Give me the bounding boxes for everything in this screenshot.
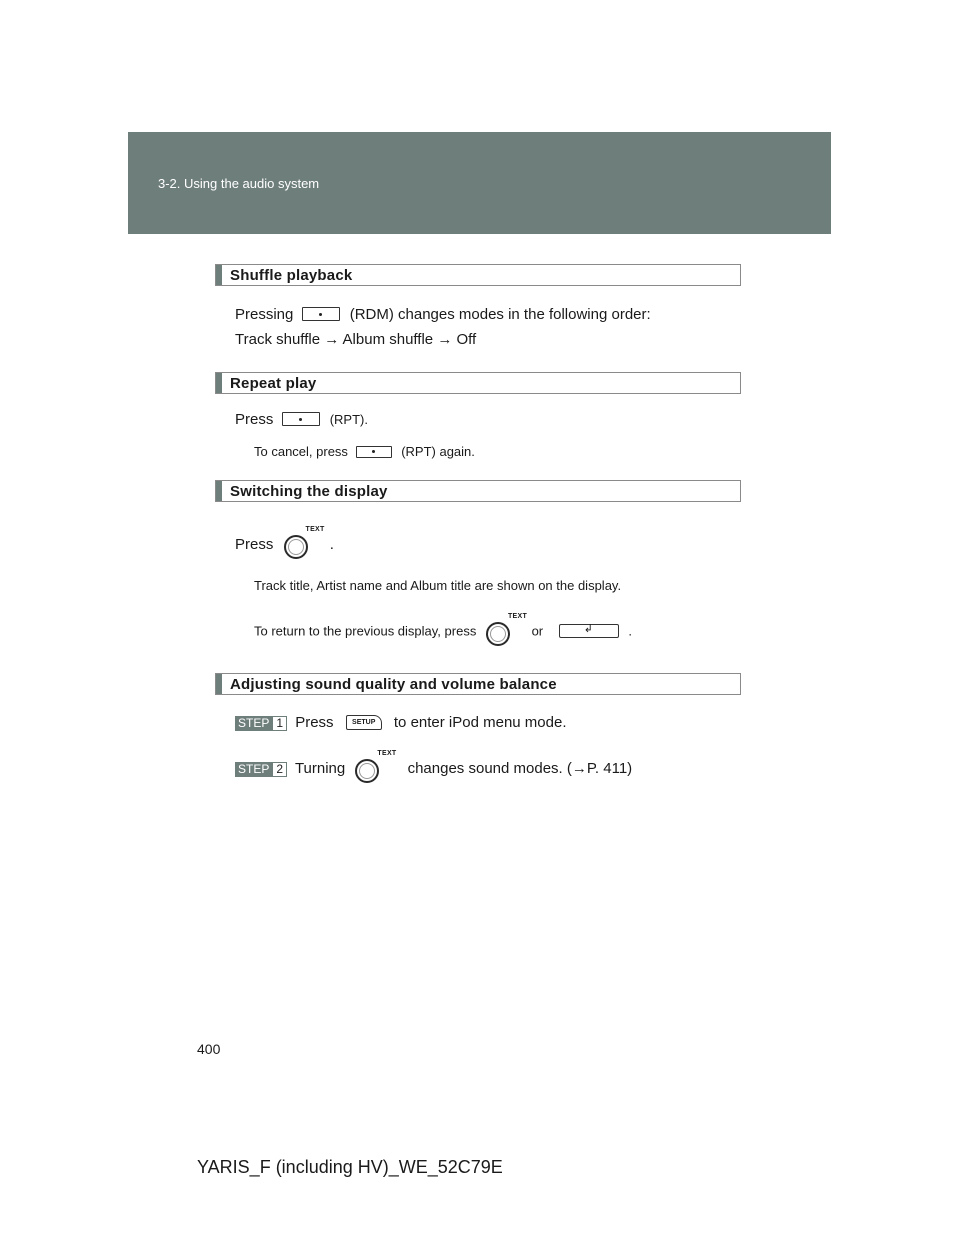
text: to enter iPod menu mode.	[393, 714, 567, 731]
step-2	[235, 752, 632, 786]
text-knob-icon: TEXT	[353, 752, 401, 786]
back-button-icon: ↲	[559, 624, 619, 638]
section-header-display	[215, 480, 741, 502]
text: .	[628, 623, 633, 639]
text: To cancel, press	[254, 444, 348, 459]
section-title: Adjusting sound quality and volume balance	[230, 676, 557, 693]
section-title: Shuffle playback	[230, 267, 353, 284]
text: changes sound modes. (→P. 411)	[407, 759, 633, 777]
display-note-1: Track title, Artist name and Album title are shown on the display.	[254, 578, 622, 593]
rpt-button-icon	[356, 446, 392, 458]
setup-button-icon: SETUP	[346, 715, 382, 730]
section-title: Switching the display	[230, 483, 388, 500]
display-note-2	[254, 615, 632, 649]
text-knob-icon: TEXT	[484, 615, 526, 649]
page-number: 400	[197, 1041, 221, 1057]
text-knob-icon: TEXT	[282, 528, 324, 562]
text: (RPT).	[329, 412, 368, 427]
text: .	[329, 535, 334, 553]
section-accent-bar	[216, 373, 222, 393]
text: Press	[235, 535, 274, 553]
section-accent-bar	[216, 481, 222, 501]
repeat-cancel-note	[254, 444, 475, 460]
text: (RDM) changes modes in the following order:	[349, 306, 651, 323]
text: or	[531, 623, 544, 639]
text: Pressing	[235, 306, 294, 323]
header-band	[128, 132, 831, 234]
section-breadcrumb: 3-2. Using the audio system	[158, 176, 320, 191]
step-1	[235, 714, 567, 732]
section-title: Repeat play	[230, 375, 317, 392]
text: To return to the previous display, press	[254, 623, 477, 639]
rdm-button-icon	[302, 307, 340, 321]
section-header-repeat	[215, 372, 741, 394]
shuffle-instruction	[235, 306, 651, 323]
text: (RPT) again.	[401, 444, 475, 459]
step-badge: STEP 2	[235, 762, 287, 777]
shuffle-order: Track shuffle → Album shuffle → Off	[235, 331, 477, 348]
display-instruction	[235, 528, 334, 562]
section-accent-bar	[216, 674, 222, 694]
text: Turning	[294, 759, 346, 777]
text: Press	[295, 714, 334, 731]
text: Press	[235, 411, 274, 428]
repeat-instruction	[235, 411, 368, 428]
section-header-sound	[215, 673, 741, 695]
section-header-shuffle	[215, 264, 741, 286]
step-badge: STEP 1	[235, 716, 287, 731]
document-footer: YARIS_F (including HV)_WE_52C79E	[197, 1157, 503, 1177]
rpt-button-icon	[282, 412, 320, 426]
section-accent-bar	[216, 265, 222, 285]
